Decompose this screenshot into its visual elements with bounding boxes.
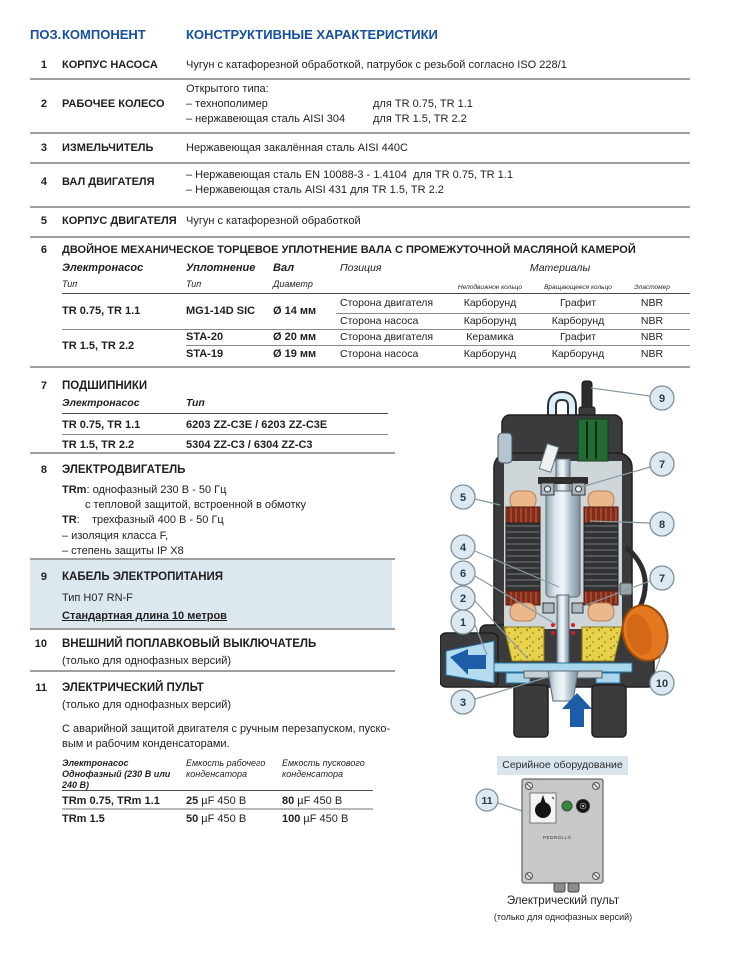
- seal-col-materials: Материалы: [529, 262, 591, 274]
- svg-text:11: 11: [481, 795, 493, 807]
- row2-intro: Открытого типа:: [186, 83, 269, 95]
- cap-col-pump1: Электронасос: [62, 758, 129, 768]
- seal-section-number: 6: [40, 244, 47, 256]
- seal-g2r1-position: Сторона двигателя: [340, 331, 434, 343]
- callout-6: [451, 561, 475, 585]
- callout-3: [451, 690, 475, 714]
- seal-col-pump-sub: Тип: [62, 279, 78, 289]
- seal-g1r2-position: Сторона насоса: [340, 315, 419, 327]
- cap-r1-run-value: 25: [186, 795, 199, 807]
- pump-cutaway-figure: [440, 375, 732, 745]
- seal-g1r1-fixed: Карборунд: [463, 297, 517, 309]
- callout-9: [650, 386, 674, 410]
- callout-8: [650, 512, 674, 536]
- bearings-col-type: Тип: [186, 397, 205, 409]
- callout-1: [451, 610, 475, 634]
- seal-col-pump: Электронасос: [62, 262, 144, 274]
- motor-trm-label: TRm: [62, 484, 87, 496]
- row2-name: РАБОЧЕЕ КОЛЕСО: [62, 98, 165, 110]
- seal-g1r2-fixed: Карборунд: [463, 315, 517, 327]
- seal-g2r2-fixed: Карборунд: [463, 348, 517, 360]
- seal-col-seal: Уплотнение: [186, 262, 256, 274]
- svg-text:6: 6: [459, 568, 467, 580]
- row-divider-short: [30, 670, 395, 672]
- row4-line2: – Нержавеющая сталь AISI 431 для TR 1.5, TR 2.2: [186, 184, 444, 196]
- svg-text:9: 9: [658, 393, 666, 405]
- svg-text:7: 7: [658, 573, 666, 585]
- row4-number: 4: [40, 176, 47, 188]
- row-divider: [30, 78, 690, 80]
- panel-caption: Электрический пульт: [506, 895, 620, 907]
- callout-5: [451, 485, 475, 509]
- callout-7-bottom: [650, 566, 674, 590]
- shoulder-latch: [498, 433, 512, 463]
- panel-sub: (только для однофазных версий): [62, 699, 232, 711]
- row2-opt2-for: для TR 1.5, TR 2.2: [373, 113, 467, 125]
- row4-name: ВАЛ ДВИГАТЕЛЯ: [62, 176, 155, 188]
- rotor: [546, 491, 580, 597]
- row1-desc: Чугун с катафорезной обработкой, патрубок с резьбой согласно ISO 228/1: [186, 59, 567, 71]
- motor-tr-line: [62, 514, 224, 526]
- cap-row-line: [62, 808, 373, 810]
- seal-table-line: [62, 329, 690, 330]
- row-divider-short: [30, 628, 395, 630]
- callout-2: [451, 586, 475, 610]
- col-header-pos: ПОЗ.: [30, 27, 62, 42]
- motor-note1: – изоляция класса F,: [62, 530, 169, 542]
- cable-type: Тип H07 RN-F: [62, 592, 133, 604]
- seal-g2r2-type: STA-19: [186, 348, 224, 360]
- seal-col-position: Позиция: [340, 262, 382, 274]
- motor-trm-line: [62, 484, 226, 496]
- seal-g2r2-position: Сторона насоса: [340, 348, 419, 360]
- shaft-top: [556, 459, 570, 493]
- seal-col-seal-sub: Тип: [186, 279, 202, 289]
- seal-g2r1-diameter: Ø 20 мм: [273, 331, 317, 343]
- svg-text:4: 4: [459, 542, 467, 554]
- motor-number: 8: [40, 464, 47, 476]
- cap-header-line: [62, 790, 373, 791]
- seal-g1r1-elastomer: NBR: [640, 297, 664, 309]
- brand-logo: PEDROLLO: [543, 835, 572, 840]
- seal-g2r1-type: STA-20: [186, 331, 224, 343]
- cap-r2-run: [186, 813, 246, 825]
- seal-table-line: [186, 345, 690, 346]
- bearings-r2-type: 5304 ZZ-C3 / 6304 ZZ-C3: [186, 439, 313, 451]
- row3-desc: Нержавеющая закалённая сталь AISI 440C: [186, 142, 408, 154]
- row-divider: [30, 162, 690, 164]
- motor-tr-label: TR: [62, 514, 77, 526]
- callout-7-top: [650, 452, 674, 476]
- grinder-impeller: [548, 671, 578, 701]
- panel-title: ЭЛЕКТРИЧЕСКИЙ ПУЛЬТ: [62, 682, 204, 694]
- cap-r1-start: [282, 795, 342, 807]
- row1-number: 1: [40, 59, 47, 71]
- row-divider: [30, 132, 690, 134]
- seal-table-header-line: [62, 293, 690, 294]
- row5-name: КОРПУС ДВИГАТЕЛЯ: [62, 215, 177, 227]
- cap-col-pump3: 240 В): [62, 780, 90, 790]
- svg-text:7: 7: [658, 459, 666, 471]
- row5-number: 5: [40, 215, 47, 227]
- cap-r2-start-value: 100: [282, 813, 301, 825]
- bearings-r1-pump: TR 0.75, TR 1.1: [62, 419, 141, 431]
- bearings-header-line: [62, 413, 388, 414]
- motor-note2: – степень защиты IP X8: [62, 545, 184, 557]
- row2-opt1: – технополимер: [186, 98, 268, 110]
- row4-line1: – Нержавеющая сталь EN 10088-3 - 1.4104 для TR 0.75, TR 1.1: [186, 169, 513, 181]
- cable-number: 9: [40, 571, 47, 583]
- row2-opt1-for: для TR 0.75, TR 1.1: [373, 98, 473, 110]
- seal-col-rotating-ring: Вращающееся кольцо: [544, 284, 612, 291]
- control-panel-figure: [470, 777, 620, 895]
- row-divider: [30, 366, 690, 368]
- seal-g1r1-position: Сторона двигателя: [340, 297, 434, 309]
- seal-g2r2-diameter: Ø 19 мм: [273, 348, 317, 360]
- seal-g1r2-rotating: Карборунд: [551, 315, 605, 327]
- connector-socket: [577, 800, 590, 813]
- panel-caption-sub: (только для однофазных версий): [493, 912, 633, 922]
- bearings-number: 7: [40, 380, 47, 392]
- col-header-component: КОМПОНЕНТ: [62, 27, 146, 42]
- cap-r2-run-value: 50: [186, 813, 199, 825]
- cable-length: Стандартная длина 10 метров: [62, 610, 227, 622]
- seal-g1-pump: TR 0.75, TR 1.1: [62, 305, 141, 317]
- seal-g2-pump: TR 1.5, TR 2.2: [62, 340, 135, 352]
- callout-11: [476, 789, 498, 811]
- seal-g2r2-elastomer: NBR: [640, 348, 664, 360]
- cap-col-run1: Емкость рабочего: [186, 758, 266, 768]
- row5-desc: Чугун с катафорезной обработкой: [186, 215, 361, 227]
- motor-tr-desc: : трехфазный 400 В - 50 Гц: [76, 514, 224, 526]
- svg-text:1: 1: [459, 617, 467, 629]
- bearings-r1-type: 6203 ZZ-C3E / 6203 ZZ-C3E: [186, 419, 328, 431]
- seal-g2r1-rotating: Графит: [559, 331, 597, 343]
- panel-desc2: вым и рабочим конденсаторами.: [62, 738, 230, 750]
- cap-r1-pump: TRm 0.75, TRm 1.1: [62, 795, 160, 807]
- cap-r1-start-unit: µF 450 В: [294, 795, 343, 807]
- row3-number: 3: [40, 142, 47, 154]
- seal-g2r1-fixed: Керамика: [466, 331, 514, 343]
- cap-col-start2: конденсатора: [282, 769, 344, 779]
- bearings-title: ПОДШИПНИКИ: [62, 380, 148, 392]
- col-header-characteristics: КОНСТРУКТИВНЫЕ ХАРАКТЕРИСТИКИ: [186, 27, 438, 42]
- svg-text:5: 5: [459, 492, 467, 504]
- cap-col-pump2: Однофазный (230 В или: [62, 769, 171, 779]
- seal-col-elastomer: Эластомер: [634, 284, 670, 291]
- svg-text:8: 8: [658, 519, 666, 531]
- motor-trm-desc: : однофазный 230 В - 50 Гц: [86, 484, 227, 496]
- seal-g1r1-rotating: Графит: [559, 297, 597, 309]
- svg-text:10: 10: [655, 678, 669, 690]
- cap-r2-pump: TRm 1.5: [62, 813, 105, 825]
- motor-title: ЭЛЕКТРОДВИГАТЕЛЬ: [62, 464, 186, 476]
- panel-desc1: С аварийной защитой двигателя с ручным перезапуском, пуско-: [62, 723, 391, 735]
- row2-number: 2: [40, 98, 47, 110]
- row1-name: КОРПУС НАСОСА: [62, 59, 158, 71]
- cap-col-start1: Емкость пускового: [282, 758, 365, 768]
- seal-col-shaft: Вал: [273, 262, 295, 274]
- capacitor-block: [578, 419, 608, 461]
- green-indicator-light: [562, 801, 572, 811]
- seal-col-fixed-ring: Неподвижное кольцо: [457, 284, 523, 291]
- callout-10: [650, 671, 674, 695]
- svg-text:2: 2: [459, 593, 467, 605]
- float-number: 10: [34, 638, 47, 650]
- seal-section-title: ДВОЙНОЕ МЕХАНИЧЕСКОЕ ТОРЦЕВОЕ УПЛОТНЕНИЕ ВАЛА С ПРОМЕЖУТОЧНОЙ МАСЛЯНОЙ КАМЕРОЙ: [62, 244, 636, 256]
- panel-number: 11: [35, 682, 47, 694]
- seal-table-line: [336, 313, 690, 314]
- svg-text:3: 3: [459, 697, 467, 709]
- serial-equipment-title: Серийное оборудование: [497, 756, 628, 775]
- cap-r1-run-unit: µF 450 В: [198, 795, 247, 807]
- row-divider-short: [30, 452, 395, 454]
- cable-glands: [554, 883, 579, 892]
- seal-g1r2-elastomer: NBR: [640, 315, 664, 327]
- cap-r2-start: [282, 813, 348, 825]
- seal-g2r1-elastomer: NBR: [640, 331, 664, 343]
- cap-col-run2: конденсатора: [186, 769, 248, 779]
- cap-r1-start-value: 80: [282, 795, 295, 807]
- seal-g1-type: MG1-14D SIC: [186, 305, 256, 317]
- cable-title: КАБЕЛЬ ЭЛЕКТРОПИТАНИЯ: [62, 571, 224, 583]
- row2-opt2: – нержавеющая сталь AISI 304: [186, 113, 346, 125]
- cap-r1-run: [186, 795, 246, 807]
- power-cable: [582, 381, 592, 409]
- float-sub: (только для однофазных версий): [62, 655, 232, 667]
- bearings-r2-pump: TR 1.5, TR 2.2: [62, 439, 135, 451]
- row-divider: [30, 236, 690, 238]
- motor-trm-desc2: с тепловой защитой, встроенной в обмотку: [85, 499, 306, 511]
- seal-g2r2-rotating: Карборунд: [551, 348, 605, 360]
- row-divider: [30, 206, 690, 208]
- seal-col-shaft-sub: Диаметр: [273, 279, 313, 289]
- row3-name: ИЗМЕЛЬЧИТЕЛЬ: [62, 142, 154, 154]
- bearings-row-line: [62, 434, 388, 435]
- bearings-col-pump: Электронасос: [62, 397, 140, 409]
- cap-r2-run-unit: µF 450 В: [198, 813, 247, 825]
- cap-r2-start-unit: µF 450 В: [300, 813, 349, 825]
- float-title: ВНЕШНИЙ ПОПЛАВКОВЫЙ ВЫКЛЮЧАТЕЛЬ: [62, 638, 317, 650]
- callout-4: [451, 535, 475, 559]
- seal-g1-diameter: Ø 14 мм: [273, 305, 317, 317]
